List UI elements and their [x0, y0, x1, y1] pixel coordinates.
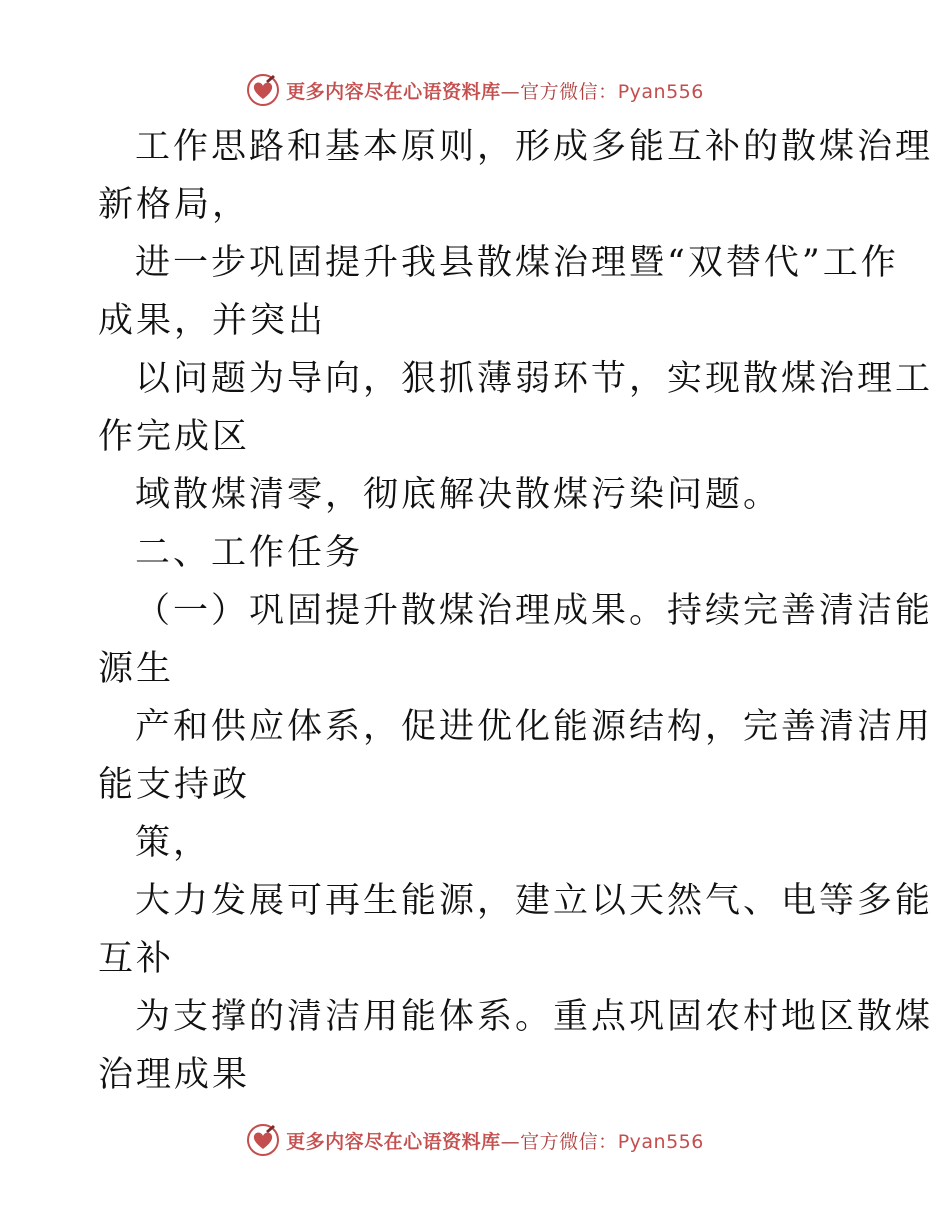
separator: —	[500, 80, 521, 103]
text-line: 工作思路和基本原则，形成多能互补的散煤治理	[135, 127, 934, 167]
separator: —	[500, 1130, 521, 1153]
text-line: 成果，并突出	[98, 301, 327, 341]
brand-name: 更多内容尽在心语资料库	[286, 1130, 501, 1153]
account-handle: Pyan556	[617, 1130, 704, 1153]
account-handle: Pyan556	[617, 80, 704, 103]
text-line: 域散煤清零，彻底解决散煤污染问题。	[135, 475, 782, 515]
text-line: 治理成果	[98, 1055, 251, 1095]
brand-name: 更多内容尽在心语资料库	[286, 80, 501, 103]
heart-pen-logo-icon	[246, 1123, 280, 1157]
document-body	[98, 123, 934, 1109]
text-line: 为支撑的清洁用能体系。重点巩固农村地区散煤	[135, 997, 934, 1037]
text-line: 能支持政	[98, 765, 251, 805]
text-line: 策，	[135, 823, 212, 863]
account-label: 官方微信：	[520, 80, 618, 103]
header-watermark	[0, 70, 950, 110]
footer-watermark-text	[286, 1127, 704, 1154]
text-line: 互补	[98, 939, 175, 979]
header-watermark-text	[286, 77, 704, 104]
account-label: 官方微信：	[520, 1130, 618, 1153]
subsection-heading: （一）巩固提升散煤治理成果。持续完善清洁能	[135, 591, 934, 631]
text-line: 大力发展可再生能源，建立以天然气、电等多能	[135, 881, 934, 921]
text-line: 产和供应体系，促进优化能源结构，完善清洁用	[135, 707, 934, 747]
heart-pen-logo-icon	[246, 73, 280, 107]
footer-watermark	[0, 1120, 950, 1160]
text-line: 源生	[98, 649, 175, 689]
section-heading: 二、工作任务	[135, 533, 364, 573]
text-line: 新格局，	[98, 185, 251, 225]
text-line: 作完成区	[98, 417, 251, 457]
text-line: 进一步巩固提升我县散煤治理暨“双替代”工作	[135, 243, 899, 283]
text-line: 以问题为导向，狠抓薄弱环节，实现散煤治理工	[135, 359, 934, 399]
